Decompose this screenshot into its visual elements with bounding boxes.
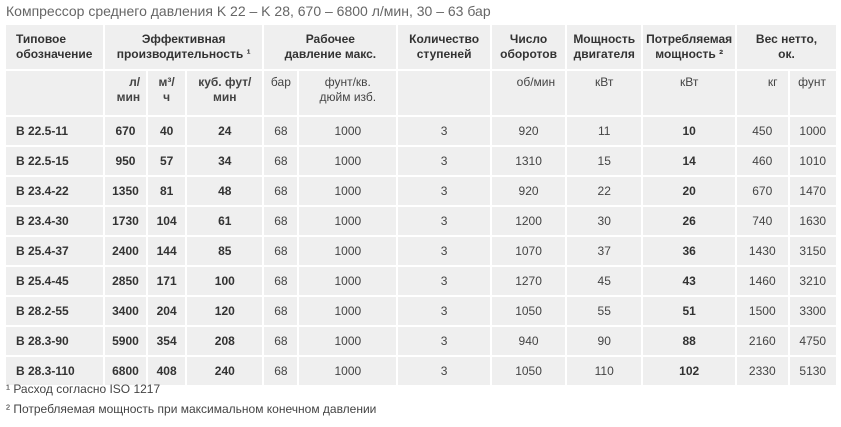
cell-lb: 1470 (790, 177, 836, 205)
cell-lb: 1010 (790, 147, 836, 175)
cell-cfm: 120 (187, 297, 262, 325)
unit-cfm: куб. фут/ мин (187, 71, 262, 115)
header-model: Типовое обозначение (6, 25, 103, 69)
table-row (6, 237, 836, 265)
cell-m3-h: 354 (148, 327, 185, 355)
cell-motor: 90 (567, 327, 641, 355)
cell-lb: 3210 (790, 267, 836, 295)
cell-l-min: 1350 (105, 177, 146, 205)
unit-kg: кг (737, 71, 787, 115)
header-rpm: Число оборотов (492, 25, 565, 69)
cell-lb: 1630 (790, 207, 836, 235)
cell-m3-h: 171 (148, 267, 185, 295)
cell-cfm: 34 (187, 147, 262, 175)
header-row (6, 25, 836, 69)
cell-l-min: 2400 (105, 237, 146, 265)
cell-motor: 22 (567, 177, 641, 205)
header-consumed: Потребляемая мощность ² (643, 25, 735, 69)
header-weight: Вес нетто, ок. (737, 25, 836, 69)
unit-l-min: л/ мин (105, 71, 146, 115)
cell-m3-h: 57 (148, 147, 185, 175)
cell-l-min: 5900 (105, 327, 146, 355)
cell-kg: 1460 (737, 267, 787, 295)
cell-kg: 1500 (737, 297, 787, 325)
cell-stages: 3 (398, 297, 490, 325)
unit-m3-h: м³/ ч (148, 71, 185, 115)
cell-psig: 1000 (299, 237, 396, 265)
cell-lb: 1000 (790, 117, 836, 145)
cell-cfm: 100 (187, 267, 262, 295)
cell-bar: 68 (264, 267, 297, 295)
cell-consumed: 51 (643, 297, 735, 325)
cell-motor: 37 (567, 237, 641, 265)
cell-bar: 68 (264, 237, 297, 265)
cell-l-min: 950 (105, 147, 146, 175)
cell-bar: 68 (264, 357, 297, 385)
unit-bar: бар (264, 71, 297, 115)
cell-cfm: 48 (187, 177, 262, 205)
cell-motor: 55 (567, 297, 641, 325)
cell-rpm: 1050 (492, 297, 565, 325)
cell-consumed: 10 (643, 117, 735, 145)
unit-motor: кВт (567, 71, 641, 115)
page-title: Компрессор среднего давления K 22 – K 28, 670 – 6800 л/мин, 30 – 63 бар (6, 3, 491, 19)
cell-lb: 3300 (790, 297, 836, 325)
cell-consumed: 43 (643, 267, 735, 295)
header-capacity: Эффективная производительность ¹ (105, 25, 263, 69)
cell-rpm: 1200 (492, 207, 565, 235)
unit-rpm: об/мин (492, 71, 565, 115)
cell-model: B 23.4-22 (6, 177, 103, 205)
cell-m3-h: 81 (148, 177, 185, 205)
cell-kg: 740 (737, 207, 787, 235)
cell-psig: 1000 (299, 177, 396, 205)
cell-rpm: 1270 (492, 267, 565, 295)
unit-psig: фунт/кв. дюйм изб. (299, 71, 396, 115)
cell-model: B 28.2-55 (6, 297, 103, 325)
cell-kg: 1430 (737, 237, 787, 265)
table-row (6, 177, 836, 205)
cell-rpm: 1310 (492, 147, 565, 175)
cell-rpm: 1070 (492, 237, 565, 265)
cell-l-min: 2850 (105, 267, 146, 295)
cell-motor: 11 (567, 117, 641, 145)
cell-stages: 3 (398, 357, 490, 385)
cell-stages: 3 (398, 147, 490, 175)
cell-cfm: 24 (187, 117, 262, 145)
footnote-1: ¹ Расход согласно ISO 1217 (6, 382, 161, 396)
cell-consumed: 36 (643, 237, 735, 265)
cell-motor: 30 (567, 207, 641, 235)
cell-cfm: 85 (187, 237, 262, 265)
cell-model: B 22.5-15 (6, 147, 103, 175)
cell-psig: 1000 (299, 297, 396, 325)
cell-bar: 68 (264, 177, 297, 205)
cell-psig: 1000 (299, 327, 396, 355)
table-body (6, 117, 836, 385)
cell-motor: 45 (567, 267, 641, 295)
cell-kg: 2160 (737, 327, 787, 355)
cell-psig: 1000 (299, 117, 396, 145)
cell-motor: 110 (567, 357, 641, 385)
cell-cfm: 240 (187, 357, 262, 385)
cell-model: B 22.5-11 (6, 117, 103, 145)
cell-m3-h: 144 (148, 237, 185, 265)
cell-kg: 450 (737, 117, 787, 145)
cell-consumed: 20 (643, 177, 735, 205)
cell-rpm: 1050 (492, 357, 565, 385)
cell-lb: 3150 (790, 237, 836, 265)
cell-stages: 3 (398, 237, 490, 265)
cell-l-min: 670 (105, 117, 146, 145)
cell-bar: 68 (264, 117, 297, 145)
cell-kg: 670 (737, 177, 787, 205)
unit-stages (398, 71, 490, 115)
cell-bar: 68 (264, 297, 297, 325)
cell-bar: 68 (264, 147, 297, 175)
cell-bar: 68 (264, 327, 297, 355)
table-row (6, 327, 836, 355)
cell-psig: 1000 (299, 267, 396, 295)
unit-lb: фунт (790, 71, 836, 115)
footnote-2: ² Потребляемая мощность при максимальном конечном давлении (6, 402, 377, 416)
cell-motor: 15 (567, 147, 641, 175)
table-row (6, 297, 836, 325)
cell-psig: 1000 (299, 357, 396, 385)
cell-kg: 2330 (737, 357, 787, 385)
cell-stages: 3 (398, 117, 490, 145)
units-model (6, 71, 103, 115)
cell-rpm: 920 (492, 177, 565, 205)
cell-kg: 460 (737, 147, 787, 175)
header-pressure: Рабочее давление макс. (264, 25, 396, 69)
cell-stages: 3 (398, 177, 490, 205)
cell-m3-h: 204 (148, 297, 185, 325)
cell-consumed: 102 (643, 357, 735, 385)
cell-l-min: 1730 (105, 207, 146, 235)
cell-consumed: 88 (643, 327, 735, 355)
cell-rpm: 940 (492, 327, 565, 355)
cell-stages: 3 (398, 207, 490, 235)
cell-cfm: 61 (187, 207, 262, 235)
cell-psig: 1000 (299, 147, 396, 175)
cell-m3-h: 408 (148, 357, 185, 385)
table-row (6, 207, 836, 235)
cell-m3-h: 40 (148, 117, 185, 145)
cell-model: B 28.3-90 (6, 327, 103, 355)
cell-consumed: 26 (643, 207, 735, 235)
cell-consumed: 14 (643, 147, 735, 175)
table-row (6, 147, 836, 175)
cell-cfm: 208 (187, 327, 262, 355)
cell-model: B 23.4-30 (6, 207, 103, 235)
cell-rpm: 920 (492, 117, 565, 145)
cell-m3-h: 104 (148, 207, 185, 235)
cell-stages: 3 (398, 267, 490, 295)
header-motor: Мощность двигателя (567, 25, 641, 69)
table-row (6, 117, 836, 145)
cell-model: B 25.4-37 (6, 237, 103, 265)
header-stages: Количество ступеней (398, 25, 490, 69)
cell-l-min: 3400 (105, 297, 146, 325)
cell-stages: 3 (398, 327, 490, 355)
cell-psig: 1000 (299, 207, 396, 235)
cell-model: B 25.4-45 (6, 267, 103, 295)
cell-lb: 5130 (790, 357, 836, 385)
table-row (6, 267, 836, 295)
cell-bar: 68 (264, 207, 297, 235)
cell-model: B 28.3-110 (6, 357, 103, 385)
spec-table (4, 23, 838, 387)
cell-lb: 4750 (790, 327, 836, 355)
units-row (6, 71, 836, 115)
table-row (6, 357, 836, 385)
cell-l-min: 6800 (105, 357, 146, 385)
unit-consumed: кВт (643, 71, 735, 115)
